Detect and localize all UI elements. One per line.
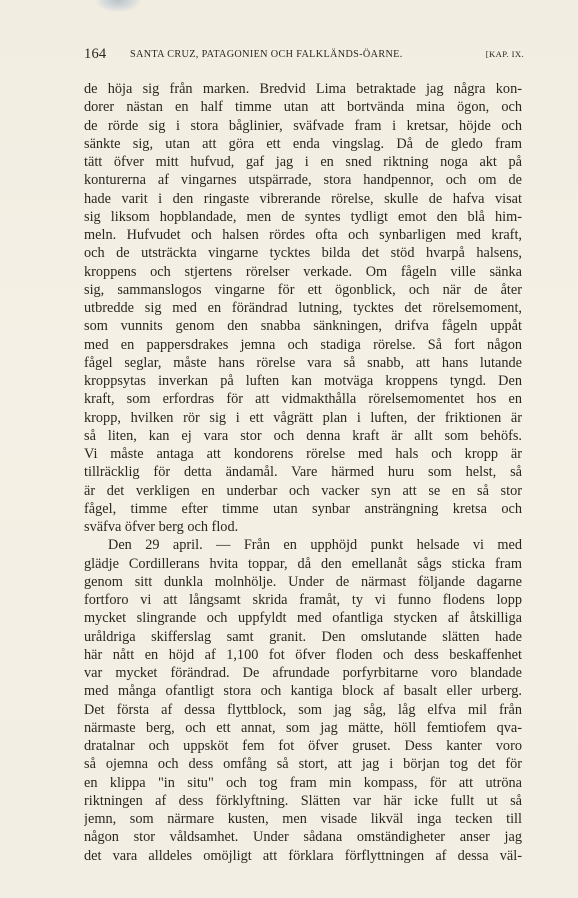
paper-stain [96,0,140,12]
text-line: utbredde sig med en förändrad lutning, tycktes det rörelsemoment, [84,300,522,316]
text-line: tillräcklig för detta ändamål. Vare härmed huru som helst, så [84,464,522,481]
text-line: en klippa "in situ" och tog fram min kompass, för att utröna [84,774,522,791]
text-line: med många ofantligt stora och kantiga block af basalt eller urberg. [84,683,522,700]
text-line: de rörde sig i stora båglinier, sväfvade fram i kretsar, höjde och [84,117,522,134]
text-line: sig liksom hopblandade, men de syntes tydligt emot den blå him- [84,208,522,225]
text-line: sig, sammanslogos vingarne för ett ögonblick, och när de åter [84,281,522,298]
text-line: Vi måste antaga att kondorens rörelse med hals och kropp är [84,446,522,462]
text-line: närmaste berg, och ett annat, som jag mätte, höll femtiofem qva- [84,719,522,736]
paragraph-end-line: sväfva öfver berg och flod. [84,519,239,535]
text-line: är det verkligen en underbar och vacker syn att se en så stor [84,482,522,499]
text-line: sänkte sig, utan att göra ett enda vingslag. Då de gledo fram [84,135,522,152]
text-line: fågel, timme efter timme utan synbar ansträngning kretsa och [84,500,522,517]
text-line: fågel seglar, måste hans rörelse vara så snabb, att hans lutande [84,354,522,371]
text-line: var mycket förändrad. De afrundade porfyrbitarne voro blandade [84,665,522,681]
running-title: SANTA CRUZ, PATAGONIEN OCH FALKLÄNDS-ÖARNE. [130,49,403,60]
chapter-reference: [KAP. IX. [485,49,524,59]
text-line: kroppsytas inverkan på luften kan motväga kroppens tyngd. Den [84,373,522,389]
text-line: jemn, som närmare kusten, men visade likväl inga tecken till [84,811,522,827]
text-line: meln. Hufvudet och halsen rördes ofta och synbarligen med kraft, [84,227,522,243]
text-line: hade varit i den ringaste vibrerande rörelse, skulle de hafva visat [84,190,522,207]
text-line: så ojemna och dess omfång så stort, att jag i början tog det för [84,756,522,773]
text-line: mycket slingrande och uppfyldt med ofantliga stycken af åtskilliga [84,610,522,627]
page-header [84,46,524,64]
text-line: som vunnits genom den snabba sänkningen, drifva fågeln uppåt [84,318,522,335]
text-line: riktningen af dess förklyftning. Slätten var här icke fullt ut så [84,792,522,809]
body-text [84,80,522,865]
text-line: kroppens och stjertens rörelser verkade. Om fågeln ville sänka [84,263,522,280]
text-line: kraft, som erfordras för att vidmakthålla rörelsemomentet hos en [84,391,522,408]
page-number: 164 [84,46,107,62]
text-line: fortforo vi att långsamt skrida framåt, ty vi funno flodens lopp [84,592,522,608]
text-line: dratalnar och uppsköt fem fot öfver gruset. Dess kanter voro [84,738,522,754]
text-line: det vara alldeles omöjligt att förklara förflyttningen af dessa väl- [84,847,522,864]
diary-entry-line: Den 29 april. — Från en upphöjd punkt helsade vi med [108,537,522,554]
text-line: genom sitt dunkla molnhölje. Under de närmast följande dagarne [84,573,522,590]
text-line: här nått en höjd af 1,100 fot öfver floden och dess beskaffenhet [84,646,522,663]
text-line: Det första af dessa flyttblock, som jag såg, låg elfva mil från [84,701,522,718]
text-line: någon stor våldsamhet. Under sådana omständigheter anser jag [84,829,522,846]
text-line: så liten, kan ej vara stor och denna kraft är allt som behöfs. [84,427,522,444]
text-line: konturerna af vingarnes utspärrade, stora handpennor, och om de [84,172,522,189]
text-line: dorer nästan en half timme utan att bortvända mina ögon, och [84,99,522,116]
text-line: kropp, hvilken rör sig i ett vågrätt plan i luften, der friktionen är [84,409,522,426]
text-line: de höja sig från marken. Bredvid Lima betraktade jag några kon- [84,81,522,97]
text-line: glädje Cordillerans hvita toppar, då den emellanåt sågs sticka fram [84,555,522,572]
text-line: tätt öfver mitt hufvud, gaf jag i en sned riktning noga akt på [84,154,522,170]
text-line: med en pappersdrakes jemna och stadiga rörelse. Så fort någon [84,336,522,353]
text-line: uråldriga skifferslag samt granit. Den omslutande slätten hade [84,628,522,645]
text-line: och de utsträckta vingarne tycktes bilda det stöd hvarpå halsens, [84,245,522,262]
